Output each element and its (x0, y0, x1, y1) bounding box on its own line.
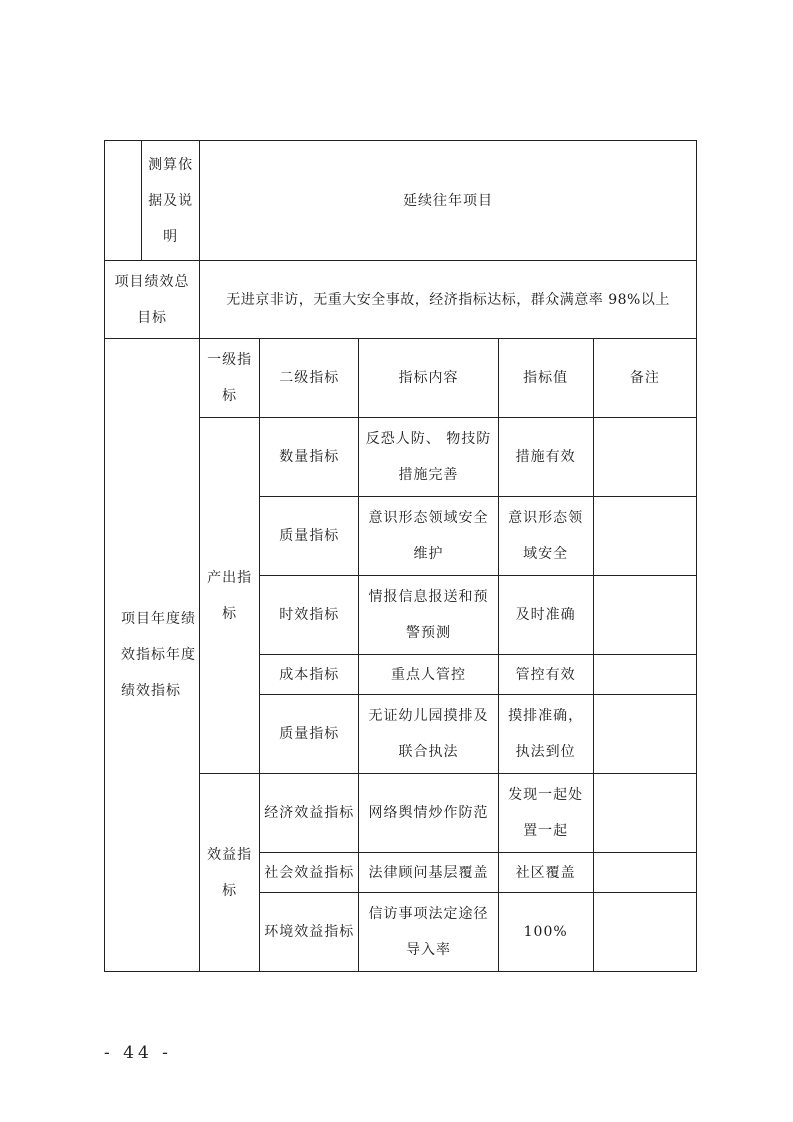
content-cell: 信访事项法定途径导入率 (359, 893, 498, 972)
value-cell: 社区覆盖 (498, 853, 593, 893)
value-cell: 措施有效 (498, 418, 593, 497)
content-cell: 法律顾问基层覆盖 (359, 853, 498, 893)
value-cell: 发现一起处置一起 (498, 774, 593, 853)
content-cell: 反恐人防、 物技防措施完善 (359, 418, 498, 497)
benefit-indicator-label: 效益指标 (200, 774, 260, 972)
remark-cell (593, 418, 696, 497)
basis-label: 测算依据及说明 (142, 141, 200, 261)
remark-cell (593, 774, 696, 853)
level2-cell: 成本指标 (260, 655, 359, 695)
performance-table (104, 140, 697, 972)
header-remark: 备注 (593, 339, 696, 418)
remark-cell (593, 893, 696, 972)
remark-cell (593, 576, 696, 655)
basis-row (105, 141, 697, 261)
level2-cell: 质量指标 (260, 497, 359, 576)
level2-cell: 时效指标 (260, 576, 359, 655)
value-cell: 及时准确 (498, 576, 593, 655)
content-cell: 无证幼儿园摸排及联合执法 (359, 695, 498, 774)
content-cell: 网络舆情炒作防范 (359, 774, 498, 853)
level2-cell: 数量指标 (260, 418, 359, 497)
page-number: - 44 - (104, 1043, 172, 1063)
content-cell: 重点人管控 (359, 655, 498, 695)
content-cell: 情报信息报送和预警预测 (359, 576, 498, 655)
annual-indicator-label: 项目年度绩效指标年度绩效指标 (105, 339, 200, 972)
remark-cell (593, 853, 696, 893)
level2-cell: 经济效益指标 (260, 774, 359, 853)
value-cell: 100% (498, 893, 593, 972)
value-cell: 意识形态领域安全 (498, 497, 593, 576)
header-level1: 一级指标 (200, 339, 260, 418)
header-content: 指标内容 (359, 339, 498, 418)
goal-row (105, 261, 697, 339)
basis-value: 延续往年项目 (200, 141, 697, 261)
remark-cell (593, 655, 696, 695)
table-header-row (105, 339, 697, 418)
blank-cell (105, 141, 142, 261)
level2-cell: 质量指标 (260, 695, 359, 774)
header-value: 指标值 (498, 339, 593, 418)
output-indicator-label: 产出指标 (200, 418, 260, 774)
header-level2: 二级指标 (260, 339, 359, 418)
value-cell: 摸排准确，执法到位 (498, 695, 593, 774)
goal-value: 无进京非访，无重大安全事故，经济指标达标，群众满意率 98%以上 (200, 261, 697, 339)
remark-cell (593, 497, 696, 576)
level2-cell: 社会效益指标 (260, 853, 359, 893)
value-cell: 管控有效 (498, 655, 593, 695)
level2-cell: 环境效益指标 (260, 893, 359, 972)
remark-cell (593, 695, 696, 774)
goal-label: 项目绩效总目标 (105, 261, 200, 339)
content-cell: 意识形态领域安全维护 (359, 497, 498, 576)
